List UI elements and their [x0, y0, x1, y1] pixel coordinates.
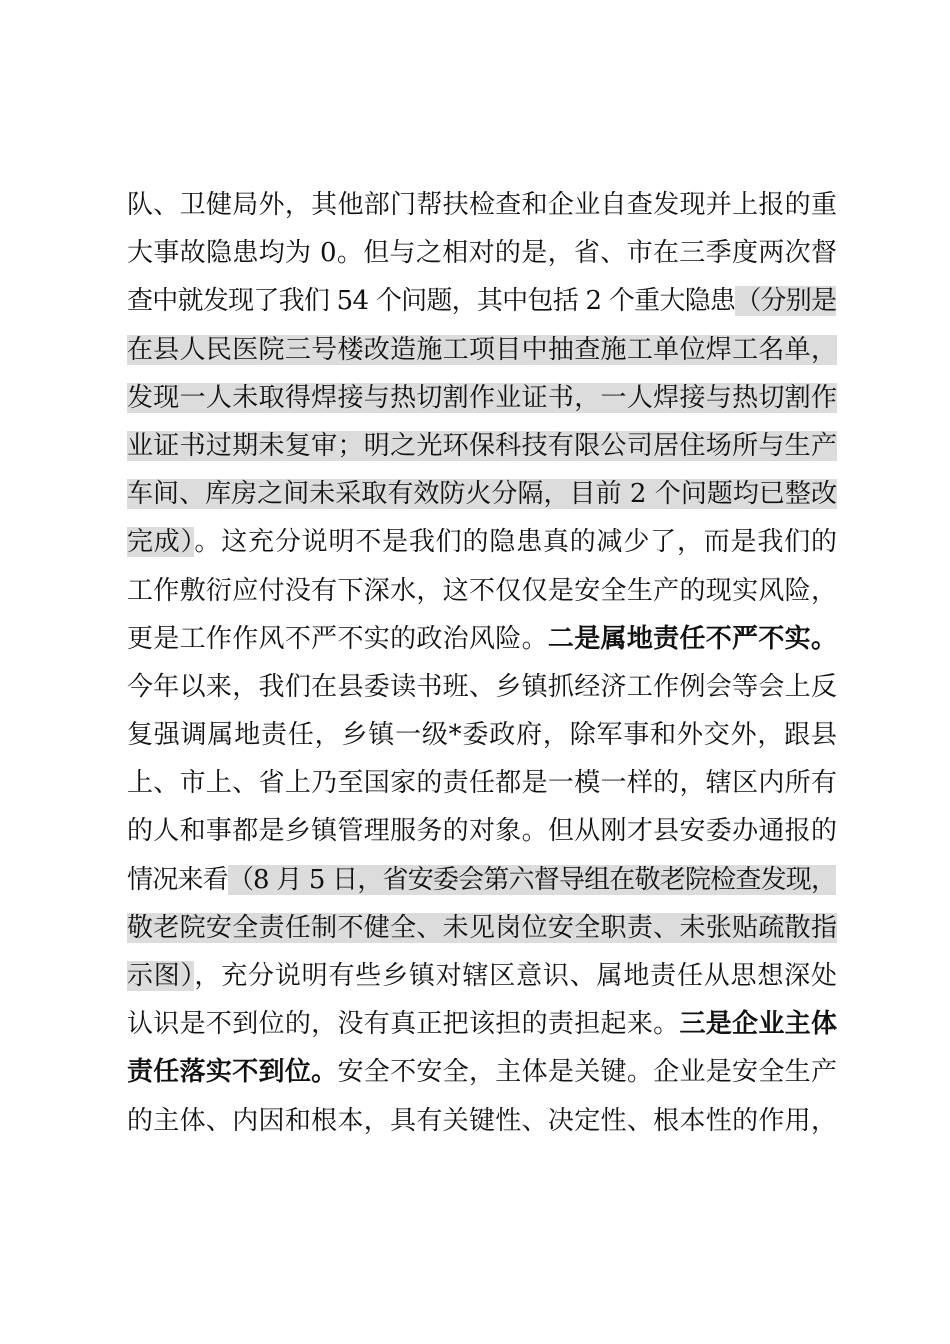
line-content — [127, 277, 836, 325]
highlighted-text: 业证书过期未复审；明之光环保科技有限公司居住场所与生产 — [127, 430, 838, 461]
line-content — [127, 518, 838, 566]
text-line — [127, 326, 837, 374]
body-text: 更是工作作风不严不实的政治风险。 — [127, 623, 548, 654]
line-content — [127, 1097, 837, 1145]
line-content — [127, 759, 837, 807]
body-text: 队、卫健局外，其他部门帮扶检查和企业自查发现并上报的重 — [127, 190, 838, 220]
body-text: ，充分说明有些乡镇对辖区意识、属地责任从思想深处 — [194, 961, 838, 991]
body-text: 今年以来，我们在县委读书班、乡镇抓经济工作例会等会上反 — [127, 671, 838, 702]
text-line — [127, 1000, 837, 1048]
text-line — [127, 807, 837, 855]
text-line — [127, 711, 837, 759]
text-line — [127, 277, 837, 325]
body-text: 查中就发现了我们 54 个问题，其中包括 2 个重大隐患 — [127, 286, 736, 317]
text-line — [127, 856, 837, 904]
line-content — [127, 807, 837, 855]
body-text: 上、市上、省上乃至国家的责任都是一模一样的，辖区内所有 — [127, 768, 838, 799]
line-content — [127, 711, 838, 759]
body-text: 工作敷衍应付没有下深水，这不仅仅是安全生产的现实风险， — [127, 575, 838, 606]
bold-heading-text: 责任落实不到位。 — [127, 1057, 338, 1088]
body-text: 认识是不到位的，没有真正把该担的责担起来。 — [127, 1009, 680, 1040]
text-line — [127, 229, 837, 277]
text-line — [127, 615, 837, 663]
line-content — [127, 567, 837, 615]
body-text: 安全不安全，主体是关键。企业是安全生产 — [337, 1057, 838, 1088]
bold-heading-text: 二是属地责任不严不实。 — [547, 623, 838, 654]
line-content — [127, 904, 837, 952]
text-line — [127, 422, 837, 470]
line-content — [127, 229, 837, 277]
text-line — [127, 181, 837, 229]
body-text: 的主体、内因和根本，具有关键性、决定性、根本性的作用， — [127, 1105, 838, 1136]
line-content — [127, 1048, 837, 1096]
highlighted-text: （分别是 — [735, 286, 837, 317]
body-text: 情况来看 — [127, 864, 228, 895]
line-content — [127, 181, 837, 229]
highlighted-text: 在县人民医院三号楼改造施工项目中抽查施工单位焊工名单， — [127, 334, 838, 365]
text-line — [127, 518, 837, 566]
text-line — [127, 759, 837, 807]
body-text: 。这充分说明不是我们的隐患真的减少了，而是我们的 — [194, 527, 838, 558]
text-line — [127, 374, 837, 422]
line-content — [127, 952, 838, 1000]
line-content — [127, 615, 837, 663]
text-line — [127, 663, 837, 711]
line-content — [127, 326, 837, 374]
highlighted-text: 车间、库房之间未采取有效防火分隔，目前 2 个问题均已整改 — [127, 479, 838, 510]
line-content — [127, 1000, 837, 1048]
highlighted-text: 完成） — [127, 527, 195, 558]
body-text: 大事故隐患均为 0。但与之相对的是，省、市在三季度两次督 — [127, 238, 838, 269]
line-content — [127, 856, 836, 904]
line-content — [127, 663, 837, 711]
line-content — [127, 422, 837, 470]
highlighted-text: （8 月 5 日，省安委会第六督导组在敬老院检查发现， — [227, 864, 837, 895]
text-line — [127, 952, 837, 1000]
highlighted-text: 示图） — [127, 961, 195, 991]
text-line — [127, 904, 837, 952]
text-line — [127, 567, 837, 615]
line-content — [127, 470, 837, 518]
body-text: 复强调属地责任，乡镇一级*委政府，除军事和外交外，跟县 — [127, 720, 838, 751]
text-line — [127, 1097, 837, 1145]
bold-heading-text: 三是企业主体 — [679, 1009, 838, 1040]
highlighted-text: 敬老院安全责任制不健全、未见岗位安全职责、未张贴疏散指 — [127, 912, 838, 943]
highlighted-text: 发现一人未取得焊接与热切割作业证书，一人焊接与热切割作 — [127, 382, 838, 413]
document-body — [127, 181, 837, 1145]
body-text: 的人和事都是乡镇管理服务的对象。但从刚才县安委办通报的 — [127, 816, 838, 847]
text-line — [127, 470, 837, 518]
text-line — [127, 1048, 837, 1096]
line-content — [127, 374, 837, 422]
